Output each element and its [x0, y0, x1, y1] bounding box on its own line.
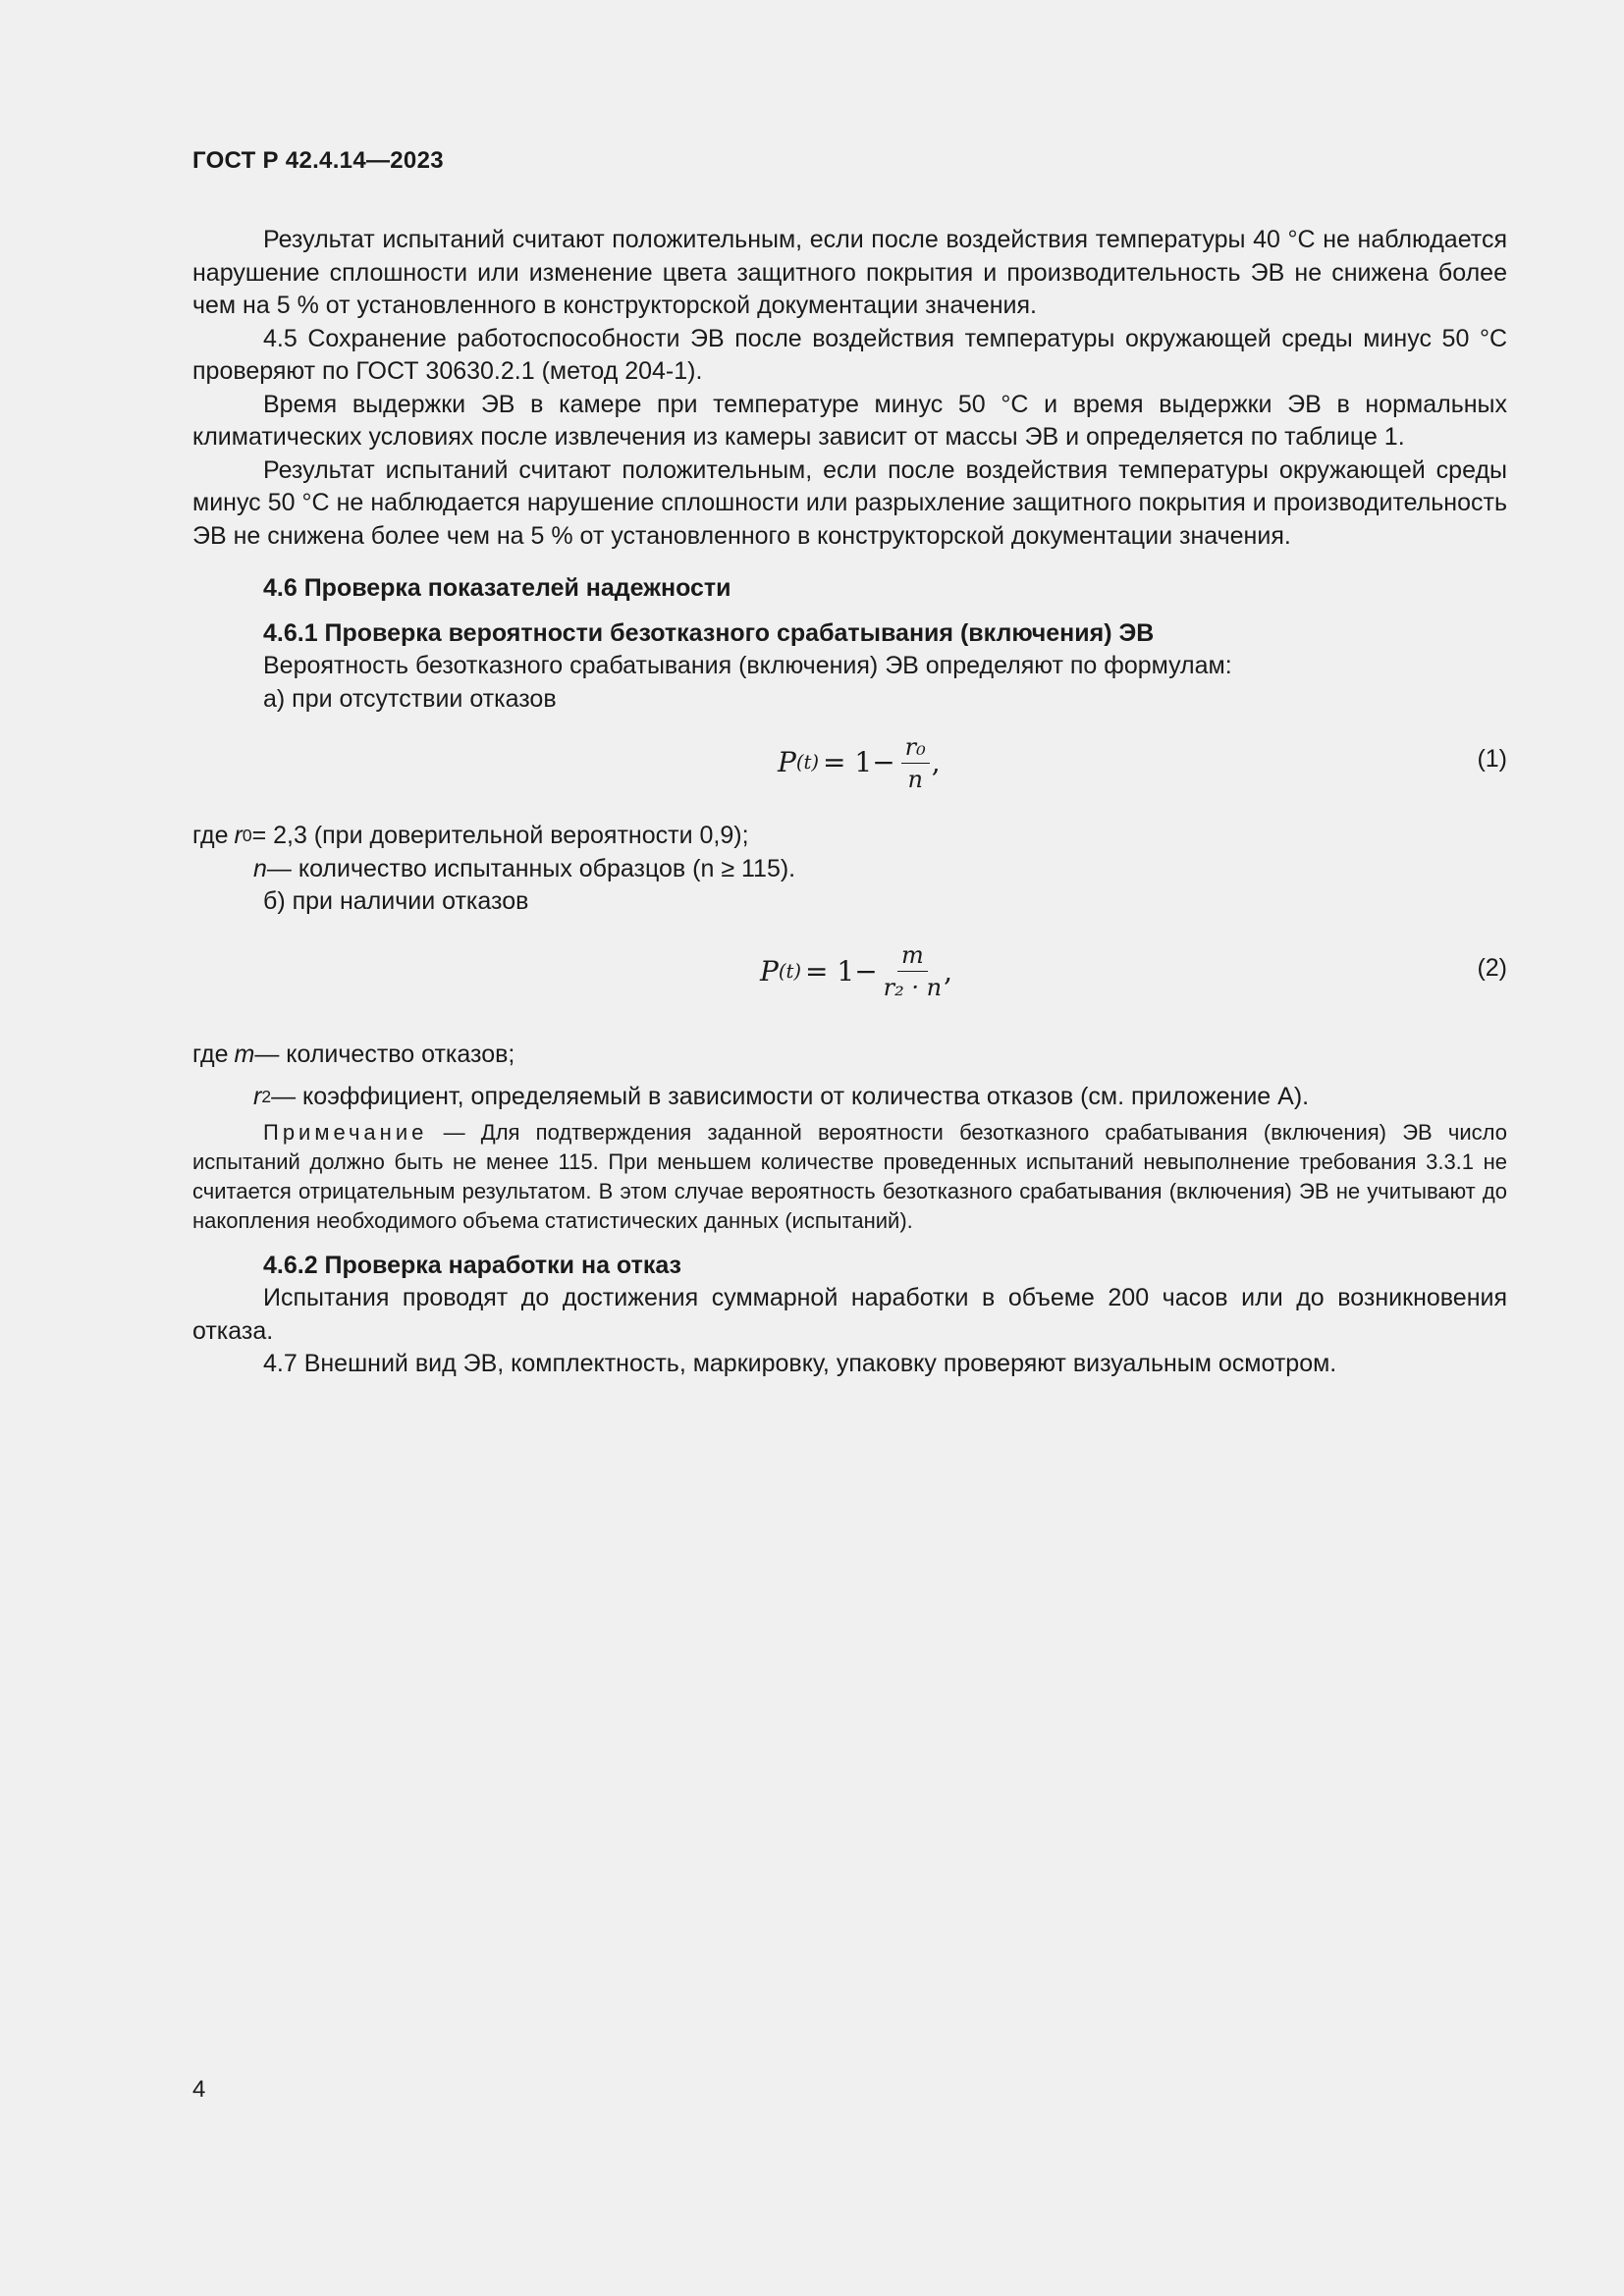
formula-2-number: (2): [1477, 953, 1507, 982]
where-m: [192, 1039, 1507, 1072]
formula-1-comma: ,: [931, 746, 941, 779]
symbol-n: n: [253, 854, 267, 882]
list-item-a: а) при отсутствии отказов: [263, 684, 557, 713]
formula-1-equals: = 1−: [823, 746, 895, 779]
formula-2-lhs: P: [760, 954, 779, 988]
section-heading-4-6-1: 4.6.1 Проверка вероятности безотказного срабатывания (включения) ЭВ: [263, 618, 1155, 647]
note-block: [192, 1118, 1507, 1236]
m-definition: — количество отказов;: [254, 1040, 515, 1068]
formula-1: [778, 716, 941, 810]
paragraph-4-6-2: Испытания проводят до достижения суммарной наработки в объеме 200 часов или до возникновения отказа.: [192, 1284, 1507, 1345]
r0-definition: = 2,3 (при доверительной вероятности 0,9);: [251, 822, 749, 849]
paragraph-result-40: Результат испытаний считают положительным, если после воздействия температуры 40 °С не наблюдается нарушение сплошности или изменение цвета защитного покрытия и производительность ЭВ не снижена более чем на 5 % от установленного в конструкторской документации значения.: [192, 226, 1507, 319]
where-n: [192, 853, 1507, 886]
formula-2-sub: (t): [778, 959, 802, 983]
formula-2-equals: = 1−: [805, 954, 878, 988]
symbol-r2: r: [253, 1083, 262, 1110]
formula-2: [760, 925, 952, 1019]
where-label-2: где: [192, 1040, 229, 1068]
paragraph-result-minus50: Результат испытаний считают положительным, если после воздействия температуры окружающей среды минус 50 °С не наблюдается нарушение сплошности или разрыхление защитного покрытия и производительность ЭВ не снижена более чем на 5 % от установленного в конструкторской документации значения.: [192, 455, 1507, 550]
n-definition: — количество испытанных образцов (n ≥ 115).: [266, 854, 796, 882]
symbol-r2-sub: 2: [261, 1087, 272, 1106]
section-heading-4-6-2: 4.6.2 Проверка наработки на отказ: [263, 1251, 681, 1279]
paragraph-exposure-time: Время выдержки ЭВ в камере при температуре минус 50 °С и время выдержки ЭВ в нормальных климатических условиях после извлечения из камеры зависит от массы ЭВ и определяется по таблице 1.: [192, 390, 1507, 451]
formula-1-number: (1): [1477, 745, 1507, 773]
note-text: — Для подтверждения заданной вероятности безотказного срабатывания (включения) ЭВ число испытаний должно быть не менее 115. При меньшем количестве проведенных испытаний невыполнение требования 3.3.1 не считается отрицательным результатом. В этом случае вероятность безотказного срабатывания (включения) ЭВ не учитывают до накопления необходимого объема статистических данных (испытаний).: [192, 1119, 1507, 1233]
symbol-r0: r: [234, 822, 243, 849]
formula-2-comma: ,: [944, 954, 952, 988]
where-label: где: [192, 822, 229, 849]
formula-2-numerator: m: [897, 939, 928, 972]
symbol-m: m: [234, 1040, 255, 1068]
where-r2: [192, 1081, 1507, 1114]
formula-1-fraction: [901, 731, 930, 795]
formula-2-fraction: [884, 939, 942, 1003]
formula-1-numerator: r₀: [901, 731, 930, 764]
symbol-r0-sub: 0: [242, 826, 252, 845]
paragraph-4-7: 4.7 Внешний вид ЭВ, комплектность, маркировку, упаковку проверяют визуальным осмотром.: [263, 1350, 1337, 1377]
formula-1-row: [192, 716, 1507, 810]
formula-1-denominator: n: [907, 765, 923, 793]
r2-definition: — коэффициент, определяемый в зависимости от количества отказов (см. приложение А).: [271, 1083, 1310, 1110]
note-label: Примечание: [263, 1119, 428, 1145]
formula-1-lhs: P: [778, 746, 796, 779]
document-header: ГОСТ Р 42.4.14—2023: [192, 147, 444, 174]
formula-1-sub: (t): [795, 751, 820, 774]
list-item-b: б) при наличии отказов: [263, 887, 529, 915]
formula-2-denominator: r₂ · n: [883, 974, 943, 1001]
page-number: 4: [192, 2076, 206, 2103]
document-body: [192, 224, 1507, 1381]
section-heading-4-6: 4.6 Проверка показателей надежности: [263, 574, 731, 602]
formula-2-row: [192, 925, 1507, 1019]
paragraph-4-5: 4.5 Сохранение работоспособности ЭВ после воздействия температуры окружающей среды минус 50 °С проверяют по ГОСТ 30630.2.1 (метод 204-1).: [192, 324, 1507, 385]
where-r0: [192, 820, 1507, 853]
paragraph-probability-intro: Вероятность безотказного срабатывания (включения) ЭВ определяют по формулам:: [263, 652, 1232, 679]
